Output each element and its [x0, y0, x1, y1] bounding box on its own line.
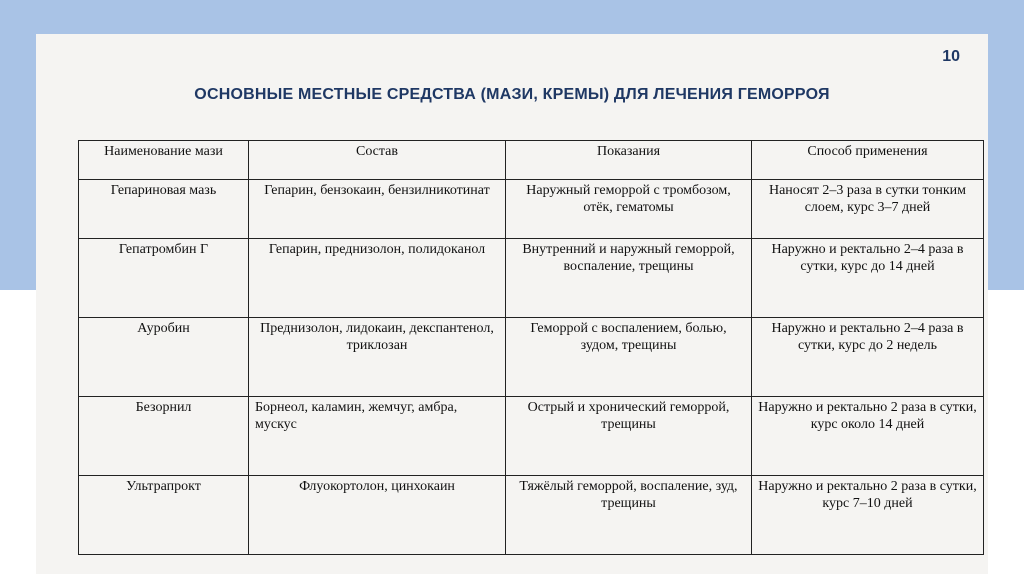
header-name: Наименование мази	[79, 141, 249, 180]
table-row	[79, 180, 984, 239]
cell-indications: Геморрой с воспалением, болью, зудом, трещины	[506, 318, 752, 397]
table-row	[79, 239, 984, 318]
page-number: 10	[942, 48, 960, 65]
cell-composition: Борнеол, каламин, жемчуг, амбра, мускус	[249, 397, 506, 476]
header-indications: Показания	[506, 141, 752, 180]
table-header-row	[79, 141, 984, 180]
cell-usage: Наружно и ректально 2–4 раза в сутки, курс до 14 дней	[752, 239, 984, 318]
table-row	[79, 397, 984, 476]
ointments-table	[78, 140, 984, 555]
cell-composition: Флуокортолон, цинхокаин	[249, 476, 506, 555]
cell-composition: Гепарин, бензокаин, бензилникотинат	[249, 180, 506, 239]
slide	[36, 34, 988, 574]
slide-title: ОСНОВНЫЕ МЕСТНЫЕ СРЕДСТВА (МАЗИ, КРЕМЫ) ДЛЯ ЛЕЧЕНИЯ ГЕМОРРОЯ	[194, 86, 830, 103]
cell-composition: Гепарин, преднизолон, полидоканол	[249, 239, 506, 318]
cell-name: Ультрапрокт	[79, 476, 249, 555]
cell-indications: Внутренний и наружный геморрой, воспаление, трещины	[506, 239, 752, 318]
cell-composition: Преднизолон, лидокаин, декспантенол, триклозан	[249, 318, 506, 397]
cell-name: Безорнил	[79, 397, 249, 476]
cell-usage: Наружно и ректально 2 раза в сутки, курс 7–10 дней	[752, 476, 984, 555]
table-row	[79, 318, 984, 397]
header-composition: Состав	[249, 141, 506, 180]
cell-name: Гепариновая мазь	[79, 180, 249, 239]
table-row	[79, 476, 984, 555]
cell-name: Гепатромбин Г	[79, 239, 249, 318]
cell-usage: Наружно и ректально 2–4 раза в сутки, курс до 2 недель	[752, 318, 984, 397]
cell-usage: Наносят 2–3 раза в сутки тонким слоем, курс 3–7 дней	[752, 180, 984, 239]
cell-usage: Наружно и ректально 2 раза в сутки, курс около 14 дней	[752, 397, 984, 476]
cell-name: Ауробин	[79, 318, 249, 397]
cell-indications: Наружный геморрой с тромбозом, отёк, гематомы	[506, 180, 752, 239]
cell-indications: Тяжёлый геморрой, воспаление, зуд, трещины	[506, 476, 752, 555]
header-usage: Способ применения	[752, 141, 984, 180]
cell-indications: Острый и хронический геморрой, трещины	[506, 397, 752, 476]
